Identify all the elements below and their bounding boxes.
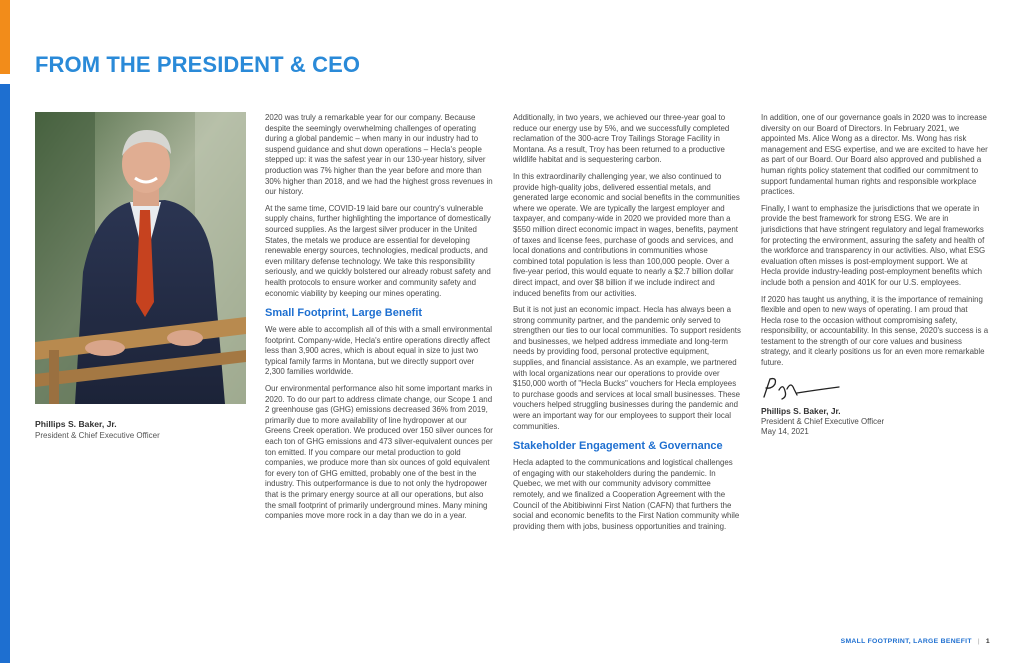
signature-image: [761, 375, 841, 401]
footer-separator: |: [977, 638, 980, 645]
accent-bar-blue: [0, 84, 10, 663]
page-title: FROM THE PRESIDENT & CEO: [35, 52, 361, 77]
text-column-2: [513, 113, 741, 538]
signature-date: May 14, 2021: [761, 427, 809, 437]
page-footer: [841, 638, 990, 645]
paragraph: In this extraordinarily challenging year, we also continued to provide high-quality jobs, delivered essential metals, and generated large economic and social benefits in the communities where we operate. We are typically the largest employer and taxpayer, and company-wide in 2020 we provided more than a $550 million direct economic impact in wages, benefits, payment of taxes and license fees, purchase of goods and services, and local donations and contributions in communities whose combined total population is less than 100,000 people. Over a five-year period, this would equate to nearly a $2.7 billion dollar direct impact, and over $8 billion if we include indirect and induced benefits from our activities.: [513, 171, 740, 298]
ceo-portrait-photo: [35, 112, 246, 404]
photo-caption: [35, 418, 246, 442]
signatory-title: President & Chief Executive Officer: [761, 416, 885, 426]
signatory-name: Phillips S. Baker, Jr.: [761, 405, 841, 416]
paragraph: Our environmental performance also hit some important marks in 2020. To do our part to address climate change, our Scope 1 and 2 greenhouse gas (GHG) emissions decreased 36% from 2019, primarily due to more availability of line hydropower at our Greens Creek operation. We produced over 150 silver ounces for each ton of GHG emissions and 473 silver-equivalent ounces per ton emitted. If you compare our metal production to gold companies, we produce more than six ounces of gold equivalent for every ton of GHG emitted, probably one of the best in the industry. This outperformance is due to not only the hydropower that is the primary energy source at all our operations, but also the small footprint of primarily underground mines. Many mining companies move more rock in a day than we do in a year.: [265, 384, 493, 521]
paragraph: 2020 was truly a remarkable year for our company. Because despite the seemingly overwhelming challenges of operating during a global pandemic – when many in our industry had to suspend guidance and shut down operations – Hecla's people stepped up: it was the safest year in our 130-year history, silver production was 7% higher than the year before and more than 30% higher than 2018, and we had the highest gross revenues in our history.: [265, 113, 493, 197]
section-heading-stakeholder: Stakeholder Engagement & Governance: [513, 440, 723, 453]
paragraph: But it is not just an economic impact. Hecla has always been a strong community partner, and the pandemic only served to strengthen our ties to our local communities. To support residents and businesses, we helped address immediate and long-term needs by providing food, personal protective equipment, supplies, and financial assistance. As an example, we partnered with local organizations near our operations to provide over $150,000 worth of "Hecla Bucks" vouchers for Hecla employees to purchase goods and services at local small businesses. These vouchers helped struggling businesses during the pandemic and were an important way for our employees to support their local communities.: [513, 305, 741, 431]
caption-role: President & Chief Executive Officer: [35, 431, 160, 440]
accent-bar-orange: [0, 0, 10, 74]
paragraph: In addition, one of our governance goals in 2020 was to increase diversity on our Board of Directors. In February 2021, we appointed Ms. Alice Wong as a director. Ms. Wong has risk management and ESG expertise, and we are excited to have her as part of our Board. Our Board also approved and published a human rights policy statement that codified our commitment to support fundamental human rights and responsible workplace practices.: [761, 113, 988, 197]
page-number: 1: [985, 638, 990, 645]
caption-name: Phillips S. Baker, Jr.: [35, 419, 117, 429]
text-column-3: [761, 113, 989, 438]
paragraph: Additionally, in two years, we achieved our three-year goal to reduce our energy use by 5%, and we successfully completed reclamation of the 300-acre Troy Tailings Storage Facility in Montana. As a result, Troy has been returned to a productive wildlife habitat and is sequestering carbon.: [513, 113, 730, 165]
footer-section-title: SMALL FOOTPRINT, LARGE BENEFIT: [840, 638, 972, 645]
paragraph: We were able to accomplish all of this with a small environmental footprint. Company-wide, Hecla's entire operations directly affect less than 3,900 acres, which is about equal in size to just two typical family farms in Montana, but we directly support over 2,300 families worldwide.: [265, 325, 493, 377]
paragraph: Finally, I want to emphasize the jurisdictions that we operate in provide the best framework for strong ESG. We are in jurisdictions that have stringent regulatory and legal frameworks for protecting the environment, assuring the safety and health of the workforce and transparency in our activities. Also, what ESG evaluation often misses is post-employment support. We at Hecla provide industry-leading post-employment benefits which include both a pension and 401K for our U.S. employees.: [761, 203, 986, 287]
paragraph: At the same time, COVID-19 laid bare our country's vulnerable supply chains, further highlighting the importance of domestically sourced supplies. As the largest silver producer in the United States, the metals we produce are essential for developing renewable energy sources, technologies, medical products, and even military defense technology. We take this responsibility seriously, and we quickly bolstered our already robust safety and health protocols to ensure worker and community safety and economic viability by keeping our mines operating.: [265, 203, 491, 298]
section-heading-footprint: Small Footprint, Large Benefit: [265, 307, 423, 320]
paragraph: If 2020 has taught us anything, it is the importance of remaining flexible and open to new ways of operating. I am proud that Hecla rose to the occasion without compromising safety, responsibility, or accountability. In this sense, 2020's success is a testament to the strength of our core values and business strategy, and it clearly positions us for an even more remarkable future.: [761, 294, 989, 368]
text-column-1: [265, 113, 493, 528]
paragraph: Hecla adapted to the communications and logistical challenges of engaging with our stakeholders during the pandemic. In Quebec, we met with our community advisory committee remotely, and we finalized a Cooperation Agreement with the Council of the Abitibiwinni First Nation (CAFN) that furthers the social and economic benefits to the First Nation community while providing them with jobs, business opportunities and training.: [513, 458, 740, 531]
